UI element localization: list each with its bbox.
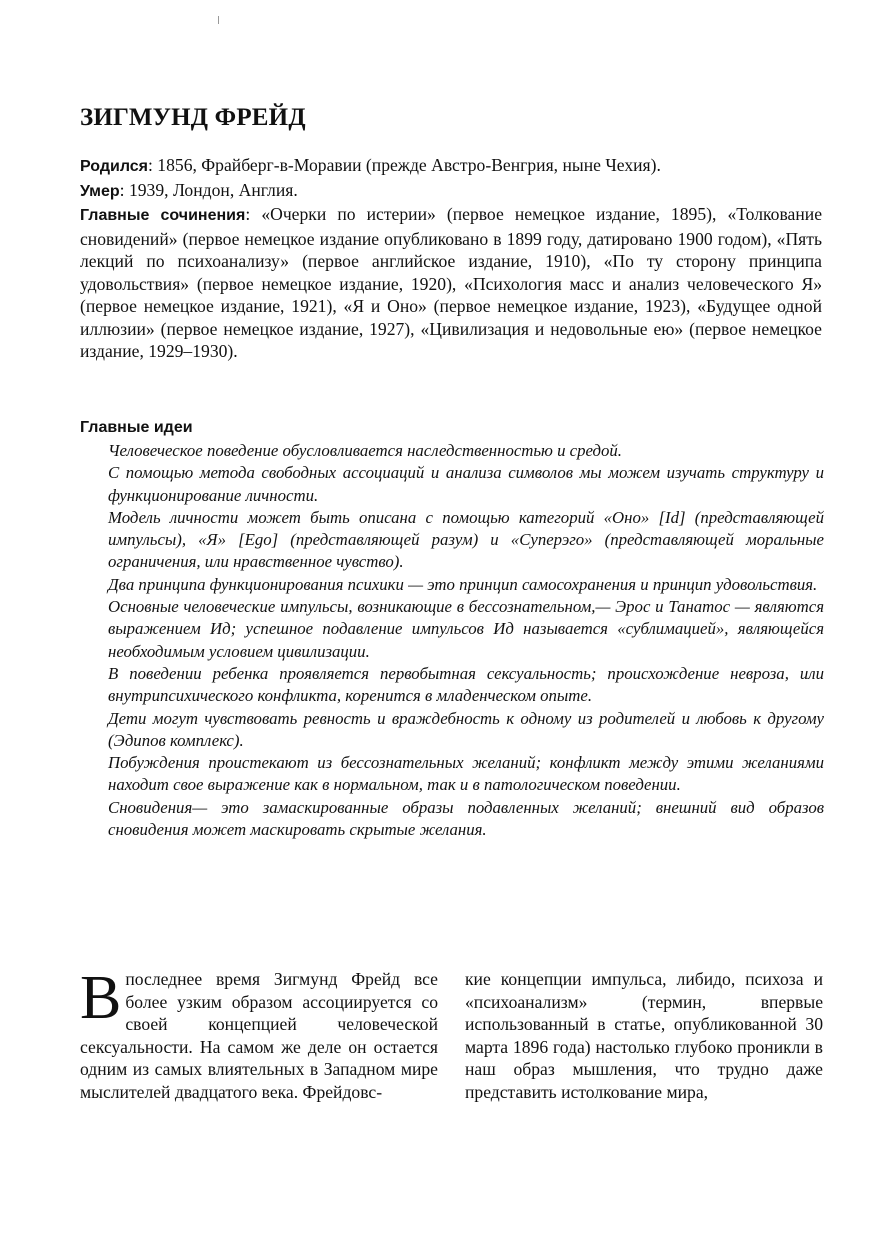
born-line	[80, 154, 822, 179]
born-label: Родился	[80, 158, 149, 175]
idea-item: Человеческое поведение обусловливается наследственностью и средой.	[108, 441, 622, 460]
idea-item: Основные человеческие импульсы, возникающие в бессознательном,— Эрос и Танатос — являются выражением Ид; успешное подавление импульсов Ид называется «сублимацией», являющейся необходимым условием цивилизации.	[108, 597, 824, 661]
works-text: : «Очерки по истерии» (первое немецкое издание, 1895), «Толкование сновидений» (первое немецкое издание опубликовано в 1899 году, датировано 1900 годом), «Пять лекций по психоанализу» (первое английское издание, 1910), «По ту сторону принципа удовольствия» (первое немецкое издание, 1920), «Психология масс и анализ человеческого Я» (первое немецкое издание, 1921), «Я и Оно» (первое немецкое издание, 1923), «Будущее одной иллюзии» (первое немецкое издание, 1927), «Цивилизация и недовольные ею» (первое немецкое издание, 1929–1930).	[80, 204, 823, 361]
idea-item: Два принципа функционирования психики — это принцип самосохранения и принцип удовольствия.	[108, 574, 818, 594]
bio-section	[80, 154, 822, 363]
body-paragraph-left: последнее время Зигмунд Фрейд все более узким образом ассоциируется со своей концепцией человеческой сексуальности. На самом же деле он остается одним из самых влиятельных в Западном мире мыслителей двадцатого века. Фрейдовс-	[80, 969, 438, 1102]
idea-item: С помощью метода свободных ассоциаций и анализа символов мы можем изучать структуру и функционирование личности.	[108, 463, 824, 505]
ideas-heading: Главные идеи	[80, 419, 193, 436]
idea-item: Побуждения проистекают из бессознательных желаний; конфликт между этими желаниями находит свое выражение как в нормальном, так и в патологическом поведении.	[108, 753, 824, 795]
works-line	[80, 203, 822, 363]
idea-item: Модель личности может быть описана с помощью категорий «Оно» [Id] (представляющей импульсы), «Я» [Ego] (представляющей разум) и «Суперэго» (представляющей моральные ограничения, или нравственное чувство).	[108, 507, 824, 572]
drop-cap: В	[80, 964, 122, 1032]
idea-item: В поведении ребенка проявляется первобытная сексуальность; происхождение невроза, или внутрипсихического конфликта, коренится в младенческом опыте.	[108, 663, 824, 706]
ideas-list	[108, 440, 824, 841]
body-column-left	[80, 964, 438, 1103]
died-line	[80, 179, 822, 204]
body-column-right	[465, 968, 823, 1103]
body-paragraph-right: кие концепции импульса, либидо, психоза и «психоанализм» (термин, впервые использованный в статье, опубликованной 30 марта 1896 года) настолько глубоко проникли в наш образ мышления, что трудно даже представить истолкование мира,	[465, 969, 823, 1102]
idea-item: Сновидения— это замаскированные образы подавленных желаний; внешний вид образов сновидения может маскировать скрытые желания.	[108, 797, 824, 840]
page-title: ЗИГМУНД ФРЕЙД	[80, 104, 306, 131]
page-mark	[218, 16, 219, 24]
born-text: : 1856, Фрайберг-в-Моравии (прежде Австро-Венгрия, ныне Чехия).	[148, 155, 661, 175]
died-label: Умер	[80, 182, 120, 200]
idea-item: Дети могут чувствовать ревность и враждебность к одному из родителей и любовь к другому (Эдипов комплекс).	[108, 708, 824, 750]
works-label: Главные сочинения	[80, 207, 246, 224]
died-text: : 1939, Лондон, Англия.	[119, 179, 298, 200]
